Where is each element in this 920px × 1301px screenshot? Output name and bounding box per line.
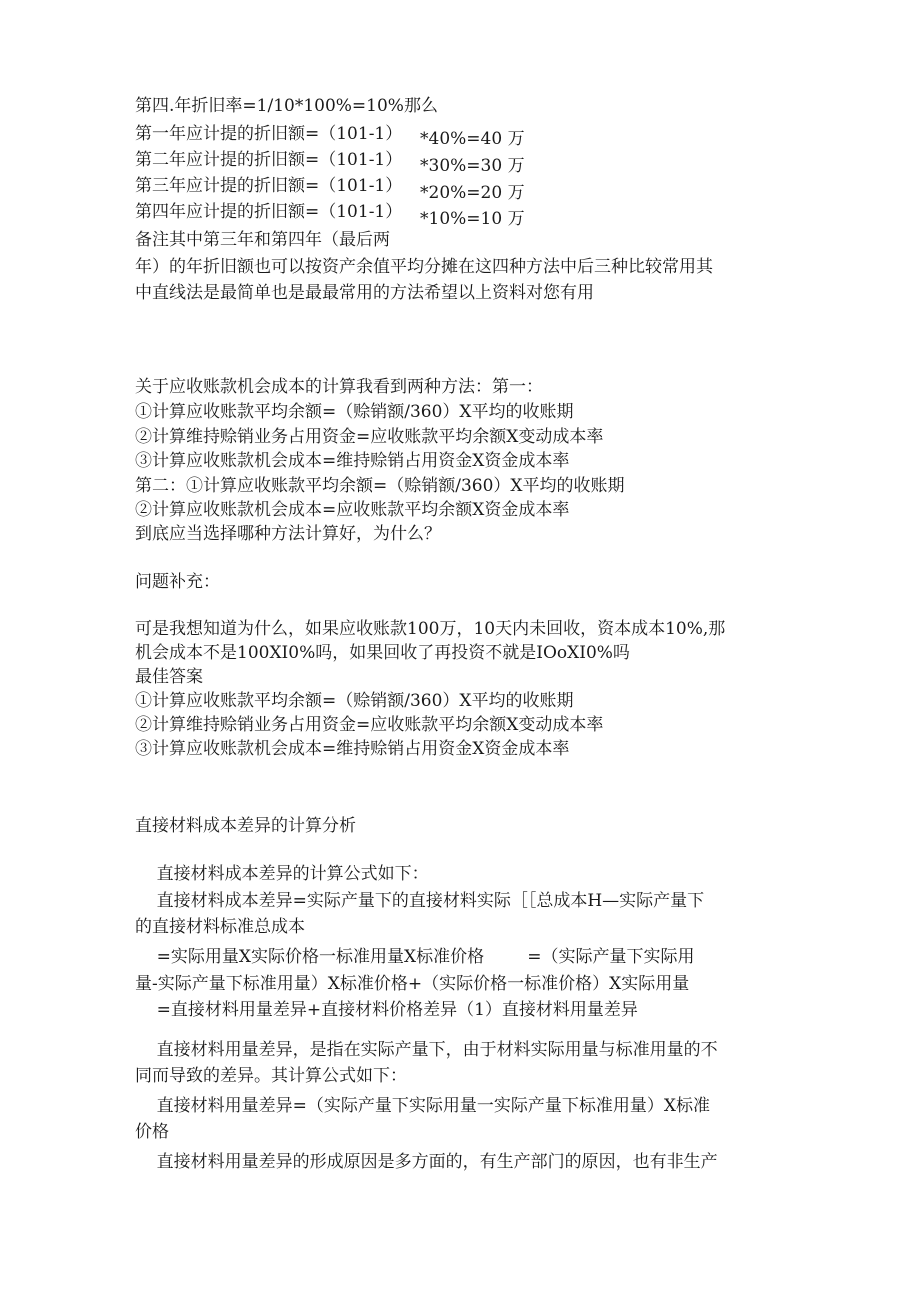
analysis-line-1: 直接材料成本差异的计算公式如下： — [135, 864, 429, 884]
year4-value: *10%=10 万 — [420, 209, 525, 229]
note-line-1: 备注其中第三年和第四年（最后两 — [135, 230, 390, 250]
best-answer-line-1: ①计算应收账款平均余额=（赊销额/360）X平均的收账期 — [135, 691, 574, 711]
year3-value: *20%=20 万 — [420, 183, 525, 203]
best-answer-line-2: ②计算维持赊销业务占用资金=应收账款平均余额X变动成本率 — [135, 715, 604, 735]
analysis-line-9: 直接材料用量差异=（实际产量下实际用量一实际产量下标准用量）X标准 — [135, 1096, 710, 1116]
question-line-4: ③计算应收账款机会成本=维持赊销占用资金X资金成本率 — [135, 451, 570, 471]
supplement-line-2: 机会成本不是100XI0%吗，如果回收了再投资不就是IOoXI0%吗 — [135, 643, 630, 663]
year1-value: *40%=40 万 — [420, 129, 525, 149]
section-title: 直接材料成本差异的计算分析 — [135, 816, 356, 836]
supplement-line-1: 可是我想知道为什么，如果应收账款100万，10天内未回收，资本成本10%,那 — [135, 619, 726, 639]
question-line-6: ②计算应收账款机会成本=应收账款平均余额X资金成本率 — [135, 500, 570, 520]
question-line-3: ②计算维持赊销业务占用资金=应收账款平均余额X变动成本率 — [135, 427, 604, 447]
analysis-line-7: 直接材料用量差异，是指在实际产量下，由于材料实际用量与标准用量的不 — [135, 1040, 718, 1060]
question-line-2: ①计算应收账款平均余额=（赊销额/360）X平均的收账期 — [135, 402, 574, 422]
analysis-line-3: 的直接材料标准总成本 — [135, 917, 305, 937]
analysis-line-5: 量-实际产量下标准用量）X标准价格+（实际价格一标准价格）X实际用量 — [135, 974, 690, 994]
year2-label: 第二年应计提的折旧额=（101-1） — [135, 150, 403, 170]
analysis-line-11: 直接材料用量差异的形成原因是多方面的，有生产部门的原因，也有非生产 — [135, 1152, 718, 1172]
question-line-1: 关于应收账款机会成本的计算我看到两种方法：第一： — [135, 377, 543, 397]
question-line-5: 第二：①计算应收账款平均余额=（赊销额/360）X平均的收账期 — [135, 476, 625, 496]
best-answer-line-3: ③计算应收账款机会成本=维持赊销占用资金X资金成本率 — [135, 739, 570, 759]
analysis-line-2: 直接材料成本差异=实际产量下的直接材料实际［［总成本H—实际产量下 — [135, 891, 705, 911]
supplement-title: 问题补充： — [135, 572, 220, 592]
analysis-line-10: 价格 — [135, 1122, 169, 1142]
analysis-line-4: =实际用量X实际价格一标准用量X标准价格 =（实际产量下实际用 — [135, 947, 695, 967]
year3-label: 第三年应计提的折旧额=（101-1） — [135, 176, 403, 196]
best-answer-title: 最佳答案 — [135, 667, 203, 687]
year1-label: 第一年应计提的折旧额=（101-1） — [135, 124, 403, 144]
depreciation-rate-line: 第四.年折旧率=1/10*100%=10%那么 — [135, 96, 438, 116]
note-line-3: 中直线法是最简单也是最最常用的方法希望以上资料对您有用 — [135, 283, 594, 303]
analysis-line-6: =直接材料用量差异+直接材料价格差异（1）直接材料用量差异 — [135, 1000, 638, 1020]
question-line-7: 到底应当选择哪种方法计算好，为什么？ — [135, 524, 441, 544]
analysis-line-8: 同而导致的差异。其计算公式如下： — [135, 1066, 407, 1086]
year2-value: *30%=30 万 — [420, 156, 525, 176]
note-line-2: 年）的年折旧额也可以按资产余值平均分摊在这四种方法中后三种比较常用其 — [135, 257, 713, 277]
year4-label: 第四年应计提的折旧额=（101-1） — [135, 202, 403, 222]
